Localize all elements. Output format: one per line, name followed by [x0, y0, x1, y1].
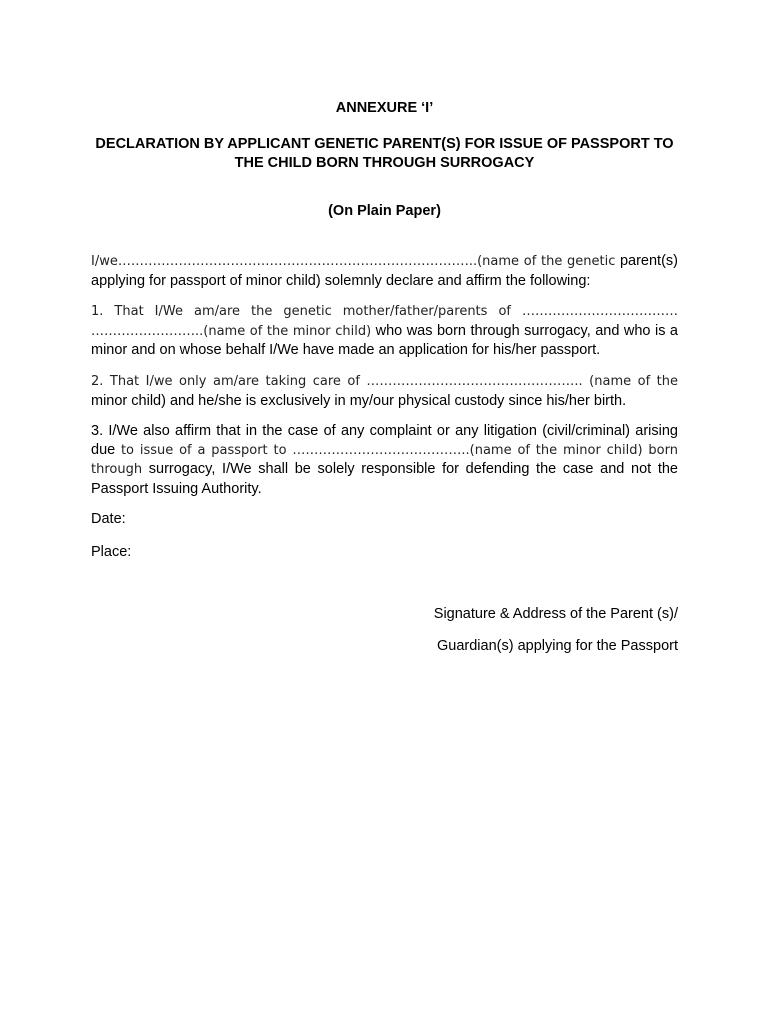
plain-paper-subtitle: (On Plain Paper)	[328, 203, 441, 219]
declaration-title: DECLARATION BY APPLICANT GENETIC PARENT(S) FOR ISSUE OF PASSPORT TO THE CHILD BORN THROUGH SURROGACY	[95, 136, 674, 171]
intro-genetic-text: (name of the genetic	[477, 254, 616, 269]
guardian-label: Guardian(s) applying for the Passport	[437, 638, 678, 654]
place-label: Place:	[91, 544, 132, 560]
para3-last-text: surrogacy, I/We shall be solely responsible for defending the case and not the Passport Issuing Authority.	[91, 461, 678, 497]
para1-light-text: 1. That I/We am/are the genetic mother/father/parents of ……………………………… ……………………..(name of the minor child)	[91, 304, 678, 339]
para2-text: minor child) and he/she is exclusively in my/our physical custody since his/her birth.	[91, 392, 627, 409]
annexure-title: ANNEXURE ‘I’	[335, 100, 434, 116]
intro-declare-text: parent(s) applying for passport of minor child) solemnly declare and affirm the following:	[91, 253, 678, 289]
intro-paragraph	[91, 252, 678, 290]
para2-light-text: 2. That I/we only am/are taking care of ………………………………………….. (name of the	[91, 374, 678, 389]
para3-first-text: 3. I/We also affirm that in the case of any complaint or any litigation (civil/criminal) arising due	[91, 423, 678, 458]
intro-blank-text: I/we………………………………………………………………………..	[91, 254, 478, 269]
document-page	[91, 0, 678, 1024]
paragraph-1	[91, 302, 678, 360]
para1-text: who was born through surrogacy, and who is a minor and on whose behalf I/We have made an application for his/her passport.	[91, 322, 678, 358]
para3-light-text: to issue of a passport to …………………………………..(name of the minor child) born through	[91, 442, 678, 477]
paragraph-2	[91, 372, 678, 410]
date-label: Date:	[91, 511, 126, 527]
paragraph-3	[91, 422, 678, 498]
signature-address-label: Signature & Address of the Parent (s)/	[433, 606, 678, 622]
